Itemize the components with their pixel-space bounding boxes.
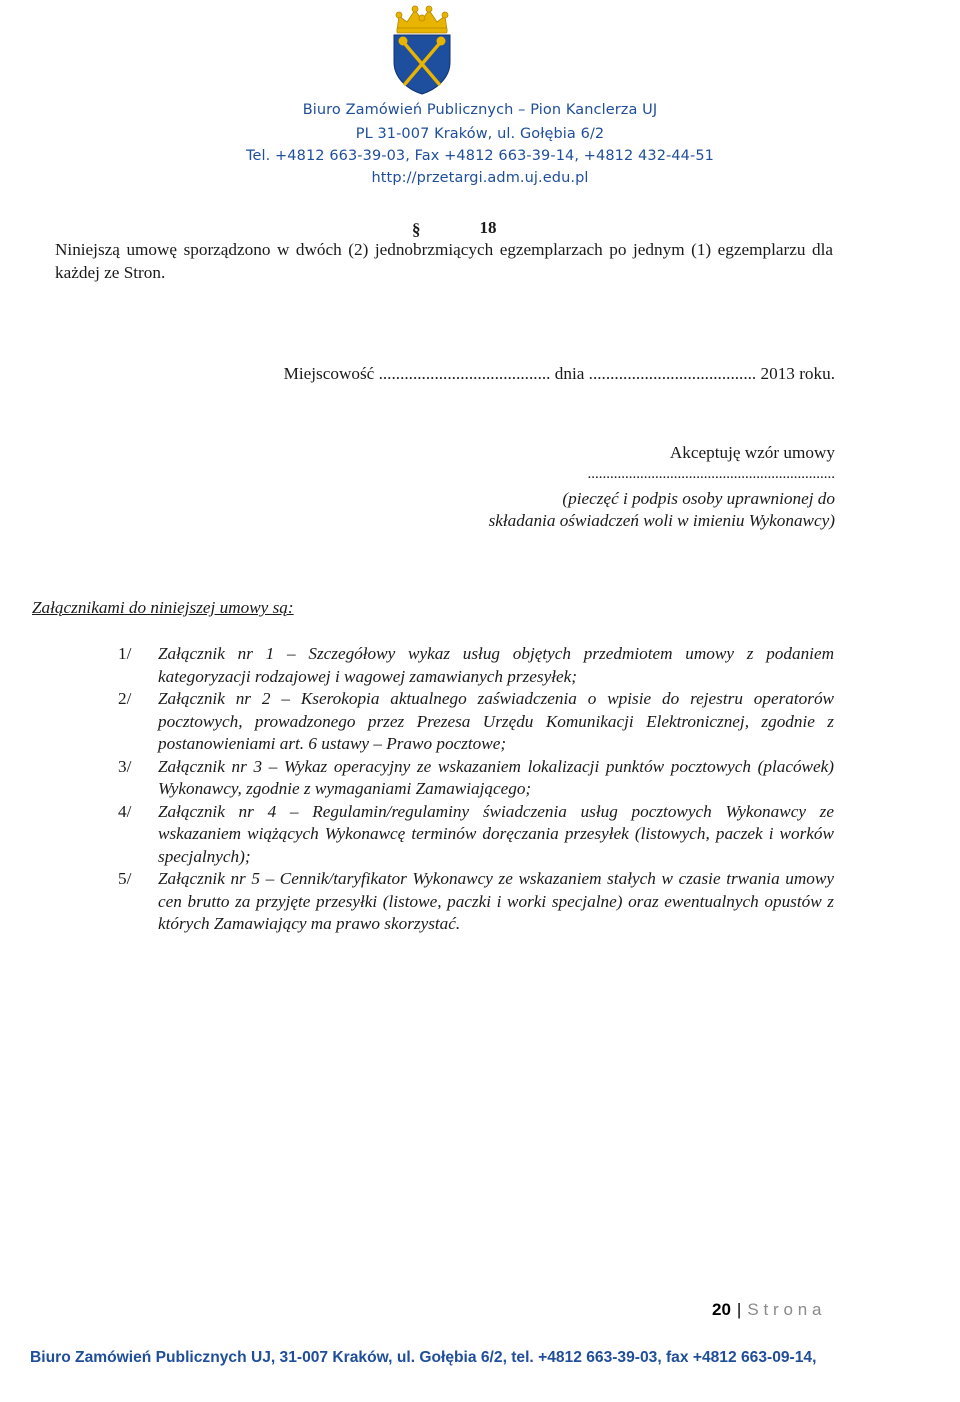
list-item-text: Załącznik nr 5 – Cennik/taryfikator Wykonawcy ze wskazaniem stałych w czasie trwania umowy cen brutto za przyjęte przesyłki (listowe, paczki i worki specjalne) oraz ewentualnych opustów z których Zamawiający ma prawo skorzystać. [158, 869, 834, 933]
section-symbol: § [412, 220, 421, 239]
list-item-text: Załącznik nr 4 – Regulamin/regulaminy świadczenia usług pocztowych Wykonawcy ze wskazaniem wiążących Wykonawcę terminów doręczania przesyłek (listowych, paczek i worków specjalnych); [158, 801, 834, 866]
list-item-number: 2/ [118, 689, 132, 708]
signature-caption-line1: (pieczęć i podpis osoby uprawnionej do [562, 489, 835, 508]
list-item-text: Załącznik nr 2 – Kserokopia aktualnego zaświadczenia o wpisie do rejestru operatorów pocztowych, prowadzonego przez Prezesa Urzędu Komunikacji Elektronicznej, zgodnie z postanowieniami art. 6 ustawy – Prawo pocztowe; [158, 689, 834, 753]
attachments-heading: Załącznikami do niniejszej umowy są: [32, 598, 294, 617]
page-number-separator: | [736, 1300, 742, 1319]
crown-icon [396, 6, 448, 33]
list-item [118, 643, 834, 688]
page-number [712, 1300, 826, 1320]
header-office-name: Biuro Zamówień Publicznych – Pion Kanclerza UJ [302, 102, 658, 118]
list-item [118, 801, 834, 869]
list-item [118, 688, 834, 756]
header-website-link[interactable]: http://przetargi.adm.uj.edu.pl [371, 170, 589, 186]
header-phone: Tel. +4812 663-39-03, Fax +4812 663-39-14, +4812 432-44-51 [246, 148, 714, 164]
acceptance-title: Akceptuję wzór umowy [669, 443, 835, 462]
list-item-number: 1/ [118, 644, 132, 663]
header-address: PL 31-007 Kraków, ul. Gołębia 6/2 [355, 126, 605, 142]
signature-caption-line2: składania oświadczeń woli w imieniu Wykonawcy) [488, 511, 835, 530]
list-item-text: Załącznik nr 3 – Wykaz operacyjny ze wskazaniem lokalizacji punktów pocztowych (placówek) Wykonawcy, zgodnie z wymaganiami Zamawiającego; [158, 756, 834, 798]
list-item-text: Załącznik nr 1 – Szczegółowy wykaz usług objętych przedmiotem umowy z podaniem kategoryzacji rodzajowej i wagowej zamawianych przesyłek; [158, 644, 834, 686]
university-crest-logo [385, 4, 459, 96]
page-number-value: 20 [712, 1300, 731, 1319]
footer-contact: Biuro Zamówień Publicznych UJ, 31-007 Kraków, ul. Gołębia 6/2, tel. +4812 663-39-03, fax +4812 663-09-14, [30, 1349, 817, 1366]
list-item [118, 868, 834, 936]
page-number-label: Strona [747, 1300, 827, 1319]
list-item [118, 756, 834, 801]
list-item-number: 4/ [118, 801, 132, 821]
date-line: Miejscowość ........................................ dnia ....................................... 2013 roku. [283, 364, 835, 383]
list-item-number: 5/ [118, 869, 132, 888]
section-number: 18 [479, 218, 497, 237]
signature-dots: .................................................................. [587, 466, 835, 482]
attachments-list [118, 643, 834, 936]
list-item-number: 3/ [118, 756, 132, 776]
section-text: Niniejszą umowę sporządzono w dwóch (2) jednobrzmiących egzemplarzach po jednym (1) egzemplarzu dla każdej ze Stron. [55, 240, 833, 282]
